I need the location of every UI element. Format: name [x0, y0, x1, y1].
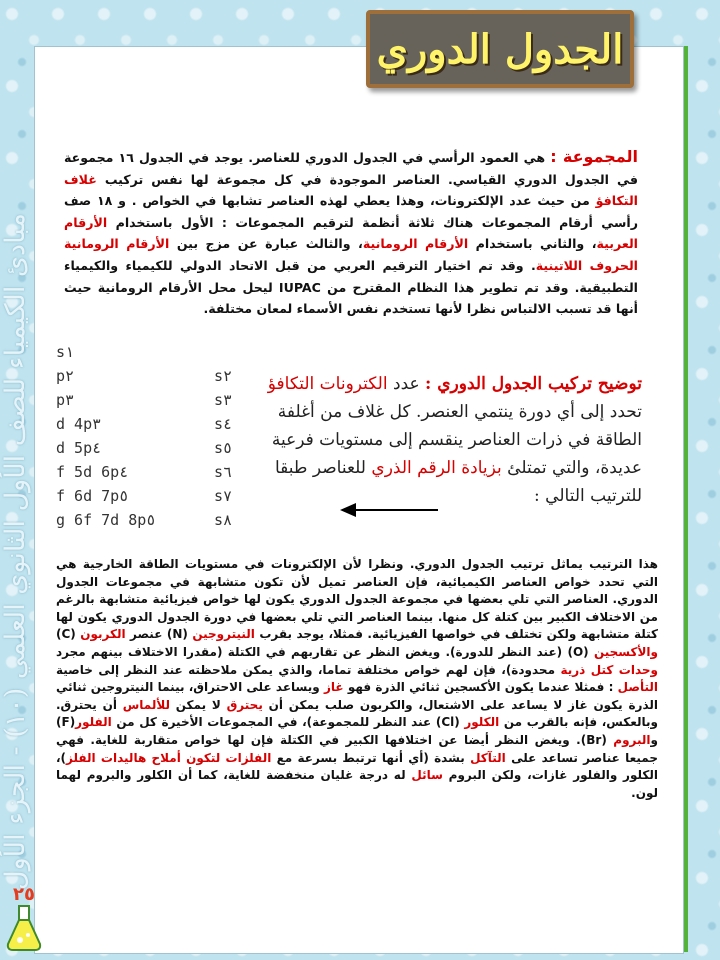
orbital-row-right: s٨ — [213, 511, 232, 529]
orbital-row — [56, 412, 232, 436]
orbital-row-right: s٢ — [213, 367, 232, 385]
page-title: الجدول الدوري — [376, 25, 624, 73]
para3-run: يحترق — [226, 697, 263, 712]
para3-run: محدودة)، فإن لهم خواص مختلفة تماما، والذي يمكن ملاحظته عند النظر إلى خاصية — [56, 662, 561, 677]
orbital-row — [56, 364, 232, 388]
orbital-fill-order-list — [56, 340, 232, 532]
orbital-row-left: g 6f 7d 8p٥ — [56, 511, 156, 529]
orbital-row-left: f 6d 7p٥ — [56, 487, 129, 505]
para3-run: له درجة غليان منخفضة للغاية، كما أن الكلور والبروم لهما لون. — [56, 768, 658, 800]
properties-paragraph — [56, 556, 658, 802]
flask-icon — [4, 880, 44, 952]
para3-run: التأصل — [617, 680, 658, 695]
para3-run: (F) و — [56, 715, 659, 747]
orbital-row-right: s٥ — [213, 439, 232, 457]
para3-run: (Br). ويغض النظر أيضا عن اختلافها الكبير في الكتلة فإن لها خواص متقاربة للغاية. فهي جميعا عناصر تساعد على — [56, 732, 658, 765]
para1-run: ، والثاني باستخدام — [468, 236, 597, 252]
page-number: ٢٥ — [13, 884, 35, 905]
para1-run: الأرقام الرومانية الحروف اللاتينية — [64, 236, 638, 273]
para1-run: من حيث عدد الإلكترونات، وهذا يعطي لهذه العناصر تشابها في الخواص . و ١٨ صف رأسي أرقام المجموعات هناك ثلاثة أنظمة لترقيم المجموعات : الأول باستخدام — [64, 193, 638, 230]
orbital-row — [56, 460, 232, 484]
para3-run: والأكسجين — [593, 644, 658, 659]
orbital-row-right: s٤ — [213, 415, 232, 433]
para2-run: توضيح تركيب الجدول الدوري : — [425, 374, 642, 394]
orbital-row — [56, 388, 232, 412]
para1-run: هي العمود الرأسي في الجدول الدوري للعناصر. يوجد في الجدول ١٦ مجموعة في الجدول الدوري القياسي. العناصر الموجودة في كل مجموعة لها نفس تركيب — [64, 150, 638, 187]
orbital-row-left: d 5p٤ — [56, 439, 102, 457]
para2-run: عدد — [387, 374, 426, 394]
group-definition-paragraph — [64, 146, 638, 320]
periodic-structure-paragraph — [248, 370, 642, 510]
para3-run: لا يمكن — [169, 697, 227, 712]
para2-run: للعناصر طبقا للترتيب التالي : — [275, 458, 642, 506]
para1-run: . وقد تم اختيار الترقيم العربي من قبل الاتحاد الدولي للكيمياء والكيمياء التطبيقية. وقد تم تطوير هذا النظام المقترح من IUPAC ليحل محل الأرقام الرومانية حيث أنها قد تسبب الالتباس نظرا لأنها تستخدم نفس الأسماء لمعان مختلفة. — [64, 257, 638, 317]
para3-run: البروم — [613, 732, 651, 747]
para3-run: التآكل — [470, 750, 506, 765]
orbital-row-left: f 5d 6p٤ — [56, 463, 129, 481]
para3-run: وحدات كتل ذرية — [560, 662, 658, 677]
orbital-row — [56, 436, 232, 460]
arrow-left-icon — [340, 498, 440, 522]
para2-run: تحدد إلى أي دورة ينتمي العنصر. كل غلاف من أغلفة الطاقة في ذرات العناصر ينقسم إلى مستويات فرعية عديدة، والتي تمتلئ — [271, 402, 642, 478]
para3-run: (C) — [56, 627, 81, 642]
orbital-row-left: d 4p٣ — [56, 415, 102, 433]
side-watermark-text: مبادئ الكيمياء للصف الأول الثانوي العلمي (١٠) - الجزء الأول — [0, 213, 31, 890]
para3-run: (O) (عند النظر للدورة). ويغض النظر عن تقاربهم في الكتلة (مقدرا الاختلاف بينهم مجرد — [56, 644, 594, 659]
orbital-row-right: s٦ — [213, 463, 232, 481]
orbital-row-right: s٧ — [213, 487, 232, 505]
orbital-row-left: s١ — [56, 343, 75, 361]
green-accent-bar — [684, 46, 688, 952]
orbital-row — [56, 340, 232, 364]
para3-run: هذا الترتيب يماثل ترتيب الجدول الدوري. ونظرا لأن الإلكترونات في مستويات الطاقة الخارجية هي التي تحدد خواص العناصر الكيميائية، فإن العناصر تميل لأن تكون متشابهة في مجموعات الجدول الدوري. العناصر التي تلي بعضها في مجموعة الجدول الدوري يكون لها خواص فيزيائية متشابهة بالرغم من الاختلاف الكبير بين كتلة كل منها. بينما العناصر التي تلي بعضها في دورة الجدول الدوري يكون لها كتلة متشابهة ولكن تختلف في خواصها الفيزيائية. فمثلا، يوجد بقرب — [56, 557, 658, 642]
para3-run: (N) عنصر — [125, 627, 193, 642]
orbital-row — [56, 484, 232, 508]
para3-run: : فمثلا عندما يكون الأكسجين ثنائي الذرة فهو — [343, 680, 618, 695]
para3-run: النيتروجين — [192, 627, 255, 642]
para3-run: الكربون — [80, 627, 126, 642]
para2-run: الكترونات التكافؤ — [267, 374, 388, 394]
orbital-row-left: p٢ — [56, 367, 75, 385]
orbital-row-right: s٣ — [213, 391, 232, 409]
para1-run: الأرقام العربية — [64, 214, 638, 252]
para3-run: الفلور — [75, 715, 112, 730]
para1-run: المجموعة : — [550, 147, 639, 166]
para3-run: غاز — [323, 680, 344, 695]
para1-run: الأرقام الرومانية — [362, 236, 469, 252]
para3-run: )، الكلور والفلور غازات، ولكن البروم — [56, 750, 658, 783]
orbital-row — [56, 508, 232, 532]
title-banner — [366, 10, 634, 88]
para2-run: بزيادة الرقم الذري — [371, 458, 502, 478]
para3-run: للألماس — [122, 697, 170, 712]
para3-run: بشدة (أي أنها ترتبط بسرعة مع — [271, 750, 471, 765]
orbital-row-left: p٣ — [56, 391, 75, 409]
para3-run: سائل — [411, 768, 443, 783]
para3-run: الكلور — [464, 715, 500, 730]
para3-run: الفلزات لتكون أملاح هاليدات الفلز — [66, 750, 272, 765]
para3-run: أن يحترق. وبالعكس، فإنه بالقرب من — [56, 697, 658, 730]
para3-run: (Cl) عند النظر للمجموعة)، في المجموعات الأخيرة كل من — [111, 715, 465, 730]
para1-run: ، والثالث عبارة عن مزج بين — [169, 236, 363, 252]
para3-run: ويساعد على الاحتراق، بينما النيتروجين ثنائي الذرة يكون غاز لا يساعد على الاشتعال، والكربون صلب يمكن أن — [56, 680, 659, 712]
para1-run: غلاف التكافؤ — [64, 171, 638, 209]
